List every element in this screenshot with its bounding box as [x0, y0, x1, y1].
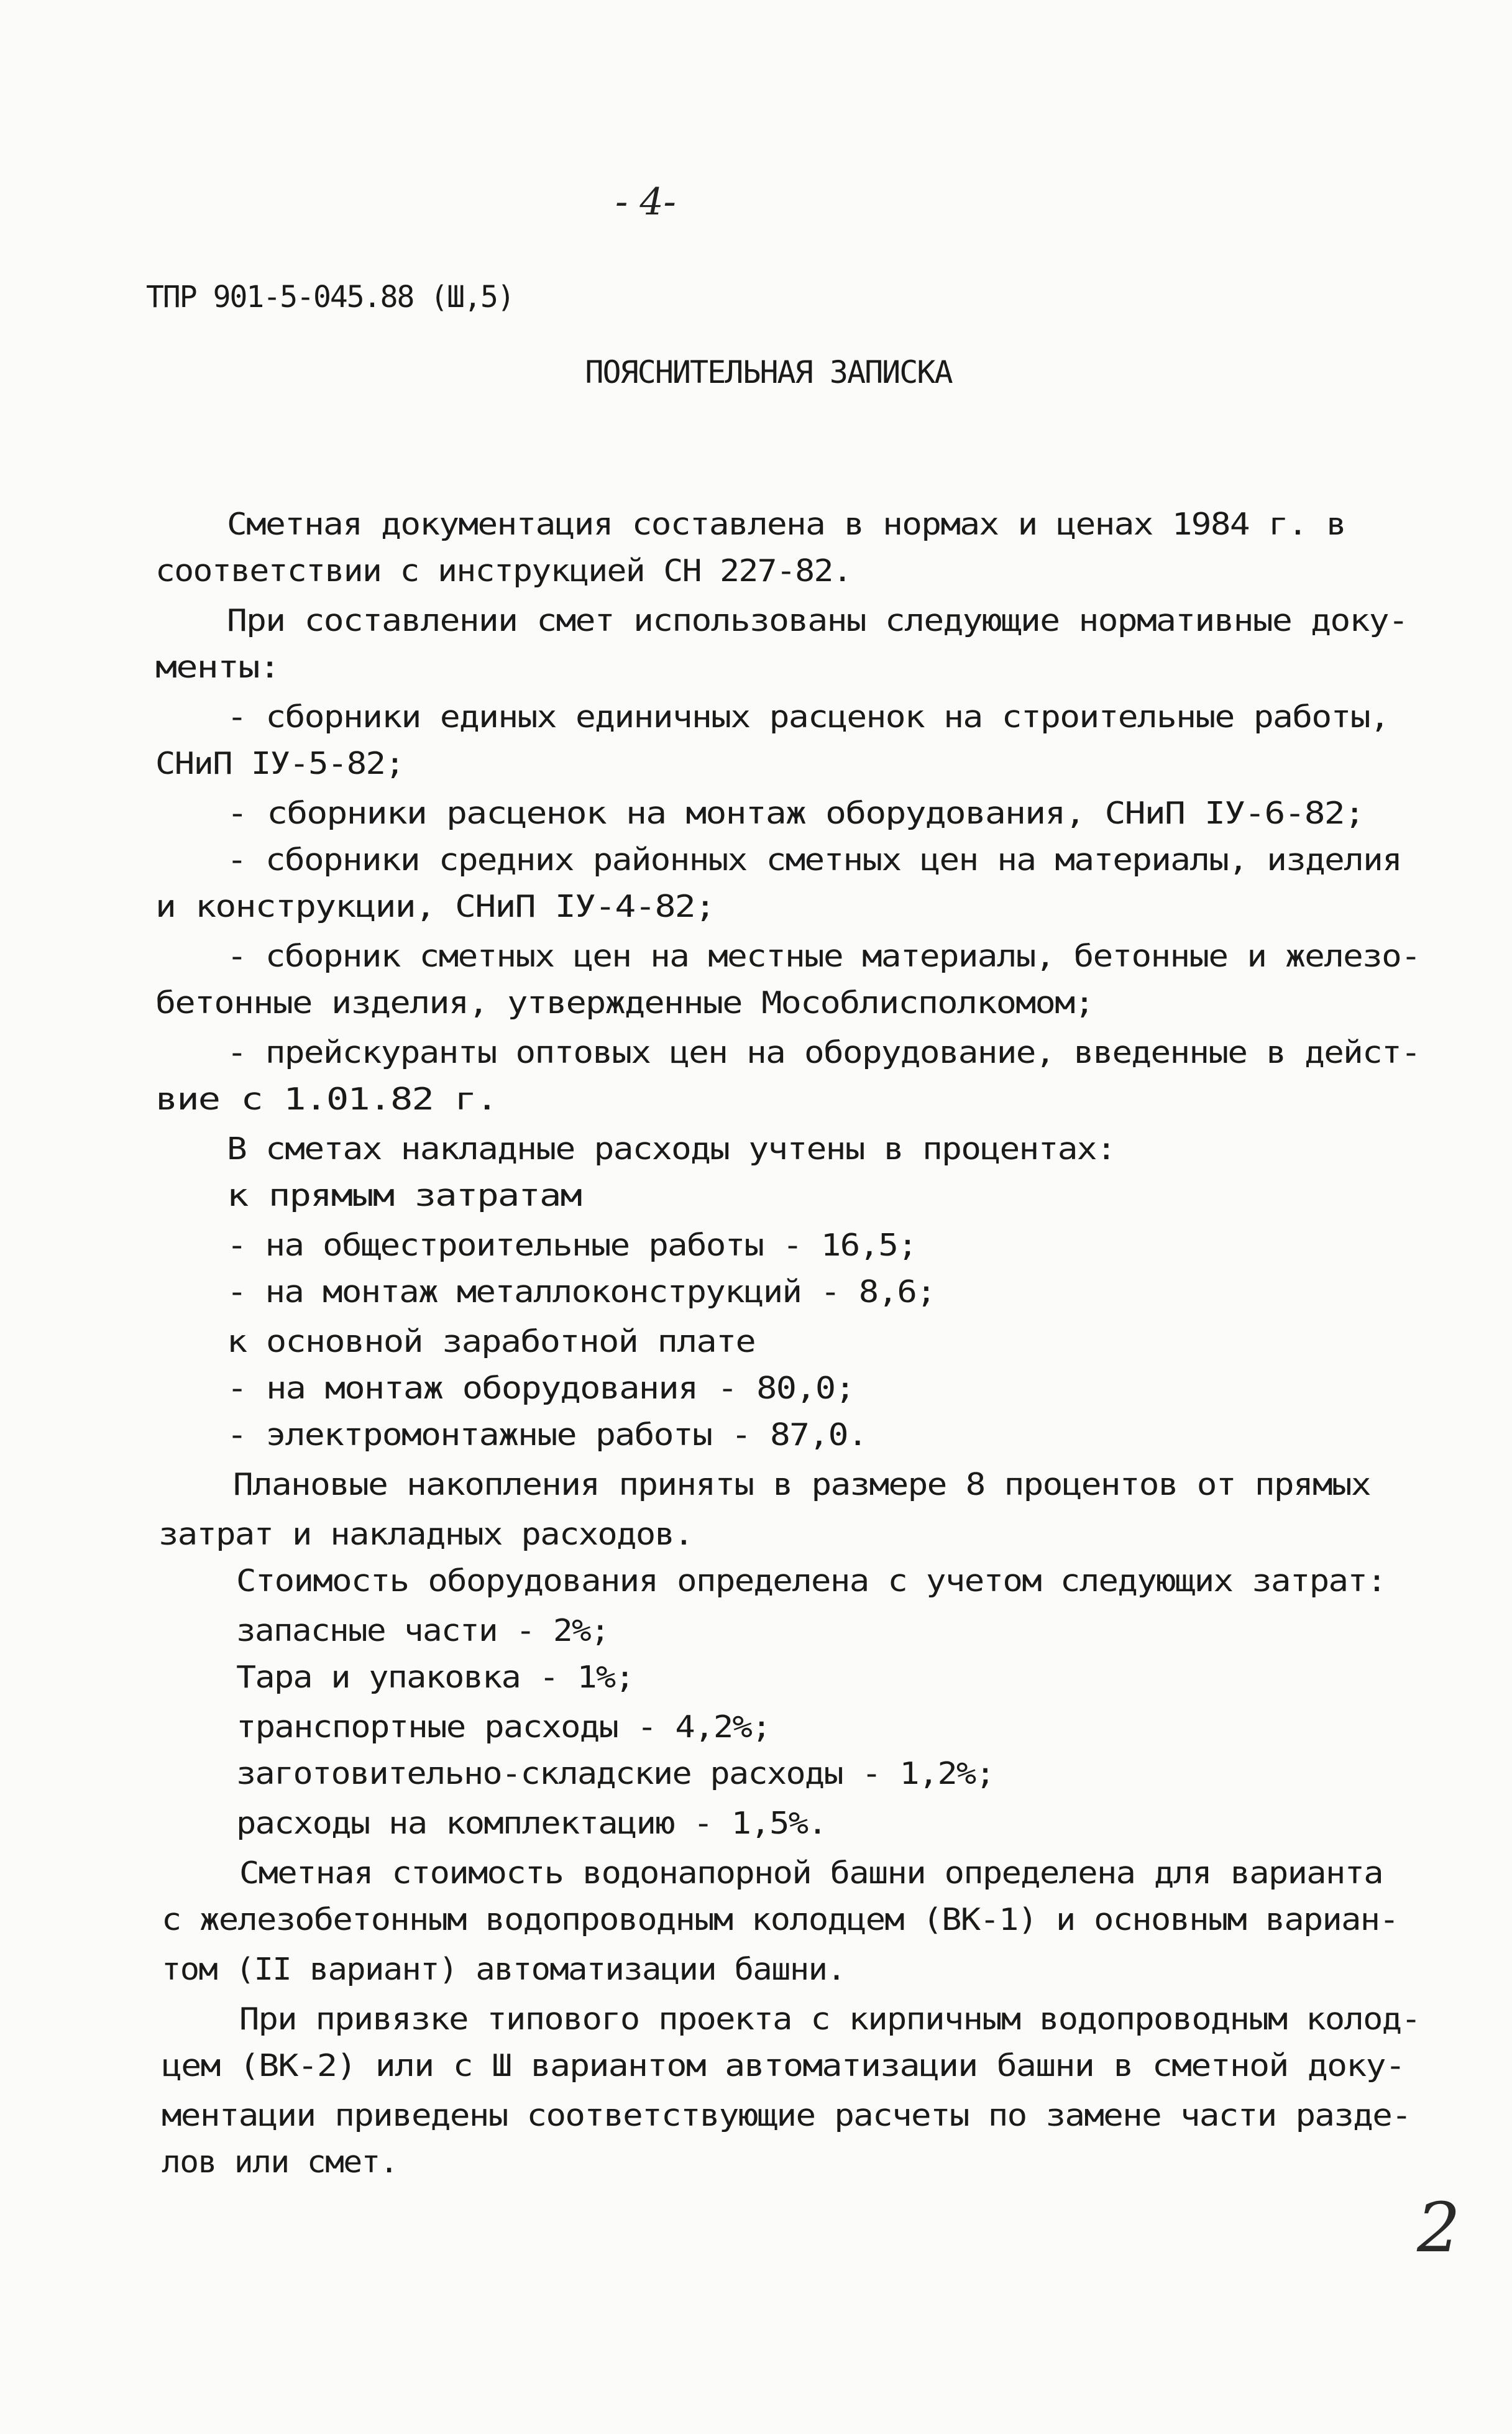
text-line: затрат и накладных расходов. [158, 1517, 693, 1552]
text-line: - на монтаж оборудования - 80,0; [227, 1371, 855, 1406]
text-line: вие с 1.01.82 г. [155, 1082, 498, 1117]
text-line: - на общестроительные работы - 16,5; [227, 1228, 917, 1263]
handwritten-page-number: 2 [1417, 2188, 1460, 2267]
text-line: Тара и упаковка - 1%; [236, 1660, 634, 1695]
page-number: - 4- [615, 180, 676, 224]
text-line: цем (ВК-2) или с Ш вариантом автоматизации башни в сметной доку- [162, 2048, 1405, 2083]
text-line: Сметная документация составлена в нормах и ценах 1984 г. в [227, 507, 1346, 542]
text-line: том (II вариант) автоматизации башни. [162, 1952, 846, 1987]
text-line: расходы на комплектацию - 1,5%. [236, 1806, 827, 1841]
text-line: транспортные расходы - 4,2%; [236, 1709, 771, 1745]
text-line: В сметах накладные расходы учтены в процентах: [227, 1131, 1116, 1167]
text-line: - на монтаж металлоконструкций - 8,6; [227, 1274, 936, 1310]
text-line: - электромонтажные работы - 87,0. [227, 1417, 868, 1453]
text-line: - сборники средних районных сметных цен на материалы, изделия [227, 842, 1402, 878]
text-line: заготовительно-складские расходы - 1,2%; [236, 1756, 995, 1791]
text-line: к основной заработной плате [227, 1324, 755, 1359]
document-code: ТПР 901-5-045.88 (Ш,5) [146, 280, 514, 315]
text-line: и конструкции, СНиП IУ-4-82; [155, 889, 715, 924]
text-line: к прямым затратам [227, 1178, 582, 1213]
text-line: Сметная стоимость водонапорной башни определена для варианта [239, 1855, 1383, 1891]
text-line: с железобетонным водопроводным колодцем (ВК-1) и основным вариан- [162, 1902, 1399, 1937]
text-line: При составлении смет использованы следующие нормативные доку- [227, 603, 1408, 638]
text-line: При привязке типового проекта с кирпичным водопроводным колод- [239, 2001, 1421, 2037]
text-line: Плановые накопления приняты в размере 8 процентов от прямых [233, 1467, 1370, 1502]
text-line: - прейскуранты оптовых цен на оборудование, введенные в дейст- [227, 1035, 1421, 1070]
text-line: ментации приведены соответствующие расчеты по замене части разде- [162, 2098, 1411, 2133]
text-line: Стоимость оборудования определена с учетом следующих затрат: [236, 1563, 1386, 1599]
text-line: менты: [155, 650, 280, 685]
text-line: соответствии с инструкцией СН 227-82. [155, 553, 852, 589]
text-line: - сборники расценок на монтаж оборудования, СНиП IУ-6-82; [227, 796, 1365, 831]
text-line: СНиП IУ-5-82; [155, 746, 405, 781]
document-title: ПОЯСНИТЕЛЬНАЯ ЗАПИСКА [585, 354, 952, 390]
text-line: лов или смет. [162, 2144, 398, 2180]
text-line: - сборники единых единичных расценок на строительные работы, [227, 699, 1390, 735]
text-line: - сборник сметных цен на местные материалы, бетонные и железо- [227, 939, 1421, 974]
text-line: бетонные изделия, утвержденные Мособлисполкомом; [155, 985, 1094, 1021]
text-line: запасные части - 2%; [236, 1613, 610, 1648]
